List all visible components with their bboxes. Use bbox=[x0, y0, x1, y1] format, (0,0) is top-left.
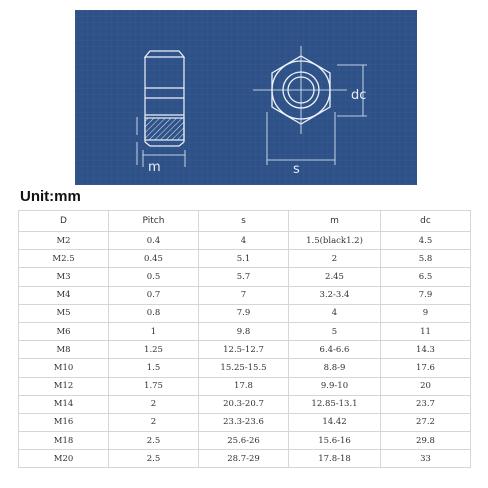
cell-dc: 11 bbox=[381, 322, 471, 340]
cell-pitch: 2 bbox=[109, 413, 199, 431]
cell-m: 5 bbox=[289, 322, 381, 340]
unit-label: Unit:mm bbox=[20, 188, 81, 205]
header-dc: dc bbox=[381, 211, 471, 232]
cell-pitch: 0.45 bbox=[109, 250, 199, 268]
cell-s: 5.7 bbox=[199, 268, 289, 286]
cell-m: 2 bbox=[289, 250, 381, 268]
cell-dc: 4.5 bbox=[381, 232, 471, 250]
cell-d: M18 bbox=[19, 432, 109, 450]
table-row bbox=[19, 341, 471, 359]
cell-pitch: 1.75 bbox=[109, 377, 199, 395]
header-pitch: Pitch bbox=[109, 211, 199, 232]
dimension-s-label: s bbox=[293, 162, 300, 177]
cell-m: 1.5(black1.2) bbox=[289, 232, 381, 250]
cell-m: 17.8-18 bbox=[289, 450, 381, 468]
cell-d: M16 bbox=[19, 413, 109, 431]
cell-dc: 7.9 bbox=[381, 286, 471, 304]
cell-s: 4 bbox=[199, 232, 289, 250]
hex-nut-drawing bbox=[75, 10, 417, 185]
cell-pitch: 1.5 bbox=[109, 359, 199, 377]
cell-dc: 27.2 bbox=[381, 413, 471, 431]
cell-pitch: 2.5 bbox=[109, 432, 199, 450]
cell-d: M3 bbox=[19, 268, 109, 286]
cell-d: M6 bbox=[19, 322, 109, 340]
dimension-dc-label: dc bbox=[351, 88, 367, 103]
cell-m: 6.4-6.6 bbox=[289, 341, 381, 359]
table-row bbox=[19, 413, 471, 431]
cell-dc: 33 bbox=[381, 450, 471, 468]
cell-d: M4 bbox=[19, 286, 109, 304]
cell-m: 9.9-10 bbox=[289, 377, 381, 395]
table-row bbox=[19, 377, 471, 395]
cell-pitch: 2.5 bbox=[109, 450, 199, 468]
cell-pitch: 0.5 bbox=[109, 268, 199, 286]
dimension-m-label: m bbox=[148, 160, 161, 175]
cell-pitch: 1 bbox=[109, 322, 199, 340]
cell-d: M2.5 bbox=[19, 250, 109, 268]
cell-pitch: 1.25 bbox=[109, 341, 199, 359]
cell-m: 8.8-9 bbox=[289, 359, 381, 377]
table-row bbox=[19, 304, 471, 322]
header-d: D bbox=[19, 211, 109, 232]
cell-dc: 6.5 bbox=[381, 268, 471, 286]
cell-s: 9.8 bbox=[199, 322, 289, 340]
cell-dc: 14.3 bbox=[381, 341, 471, 359]
cell-s: 25.6-26 bbox=[199, 432, 289, 450]
cell-s: 7 bbox=[199, 286, 289, 304]
cell-s: 28.7-29 bbox=[199, 450, 289, 468]
cell-s: 15.25-15.5 bbox=[199, 359, 289, 377]
header-m: m bbox=[289, 211, 381, 232]
cell-d: M14 bbox=[19, 395, 109, 413]
cell-dc: 20 bbox=[381, 377, 471, 395]
cell-s: 12.5-12.7 bbox=[199, 341, 289, 359]
table-row bbox=[19, 250, 471, 268]
cell-d: M8 bbox=[19, 341, 109, 359]
table-row bbox=[19, 432, 471, 450]
cell-dc: 29.8 bbox=[381, 432, 471, 450]
cell-d: M10 bbox=[19, 359, 109, 377]
table-row bbox=[19, 286, 471, 304]
dimension-table bbox=[18, 210, 471, 468]
cell-d: M2 bbox=[19, 232, 109, 250]
table-row bbox=[19, 322, 471, 340]
header-s: s bbox=[199, 211, 289, 232]
cell-pitch: 0.7 bbox=[109, 286, 199, 304]
cell-s: 7.9 bbox=[199, 304, 289, 322]
cell-dc: 23.7 bbox=[381, 395, 471, 413]
table-row bbox=[19, 359, 471, 377]
cell-dc: 9 bbox=[381, 304, 471, 322]
table-row bbox=[19, 232, 471, 250]
cell-m: 2.45 bbox=[289, 268, 381, 286]
cell-m: 14.42 bbox=[289, 413, 381, 431]
cell-pitch: 0.8 bbox=[109, 304, 199, 322]
cell-dc: 17.6 bbox=[381, 359, 471, 377]
cell-pitch: 0.4 bbox=[109, 232, 199, 250]
cell-m: 4 bbox=[289, 304, 381, 322]
cell-m: 3.2-3.4 bbox=[289, 286, 381, 304]
cell-s: 23.3-23.6 bbox=[199, 413, 289, 431]
table-row bbox=[19, 268, 471, 286]
cell-m: 15.6-16 bbox=[289, 432, 381, 450]
cell-d: M20 bbox=[19, 450, 109, 468]
cell-d: M12 bbox=[19, 377, 109, 395]
table-row bbox=[19, 395, 471, 413]
cell-s: 5.1 bbox=[199, 250, 289, 268]
cell-s: 17.8 bbox=[199, 377, 289, 395]
cell-d: M5 bbox=[19, 304, 109, 322]
cell-pitch: 2 bbox=[109, 395, 199, 413]
cell-s: 20.3-20.7 bbox=[199, 395, 289, 413]
table-row bbox=[19, 450, 471, 468]
cell-dc: 5.8 bbox=[381, 250, 471, 268]
cell-m: 12.85-13.1 bbox=[289, 395, 381, 413]
table-header-row bbox=[19, 211, 471, 232]
